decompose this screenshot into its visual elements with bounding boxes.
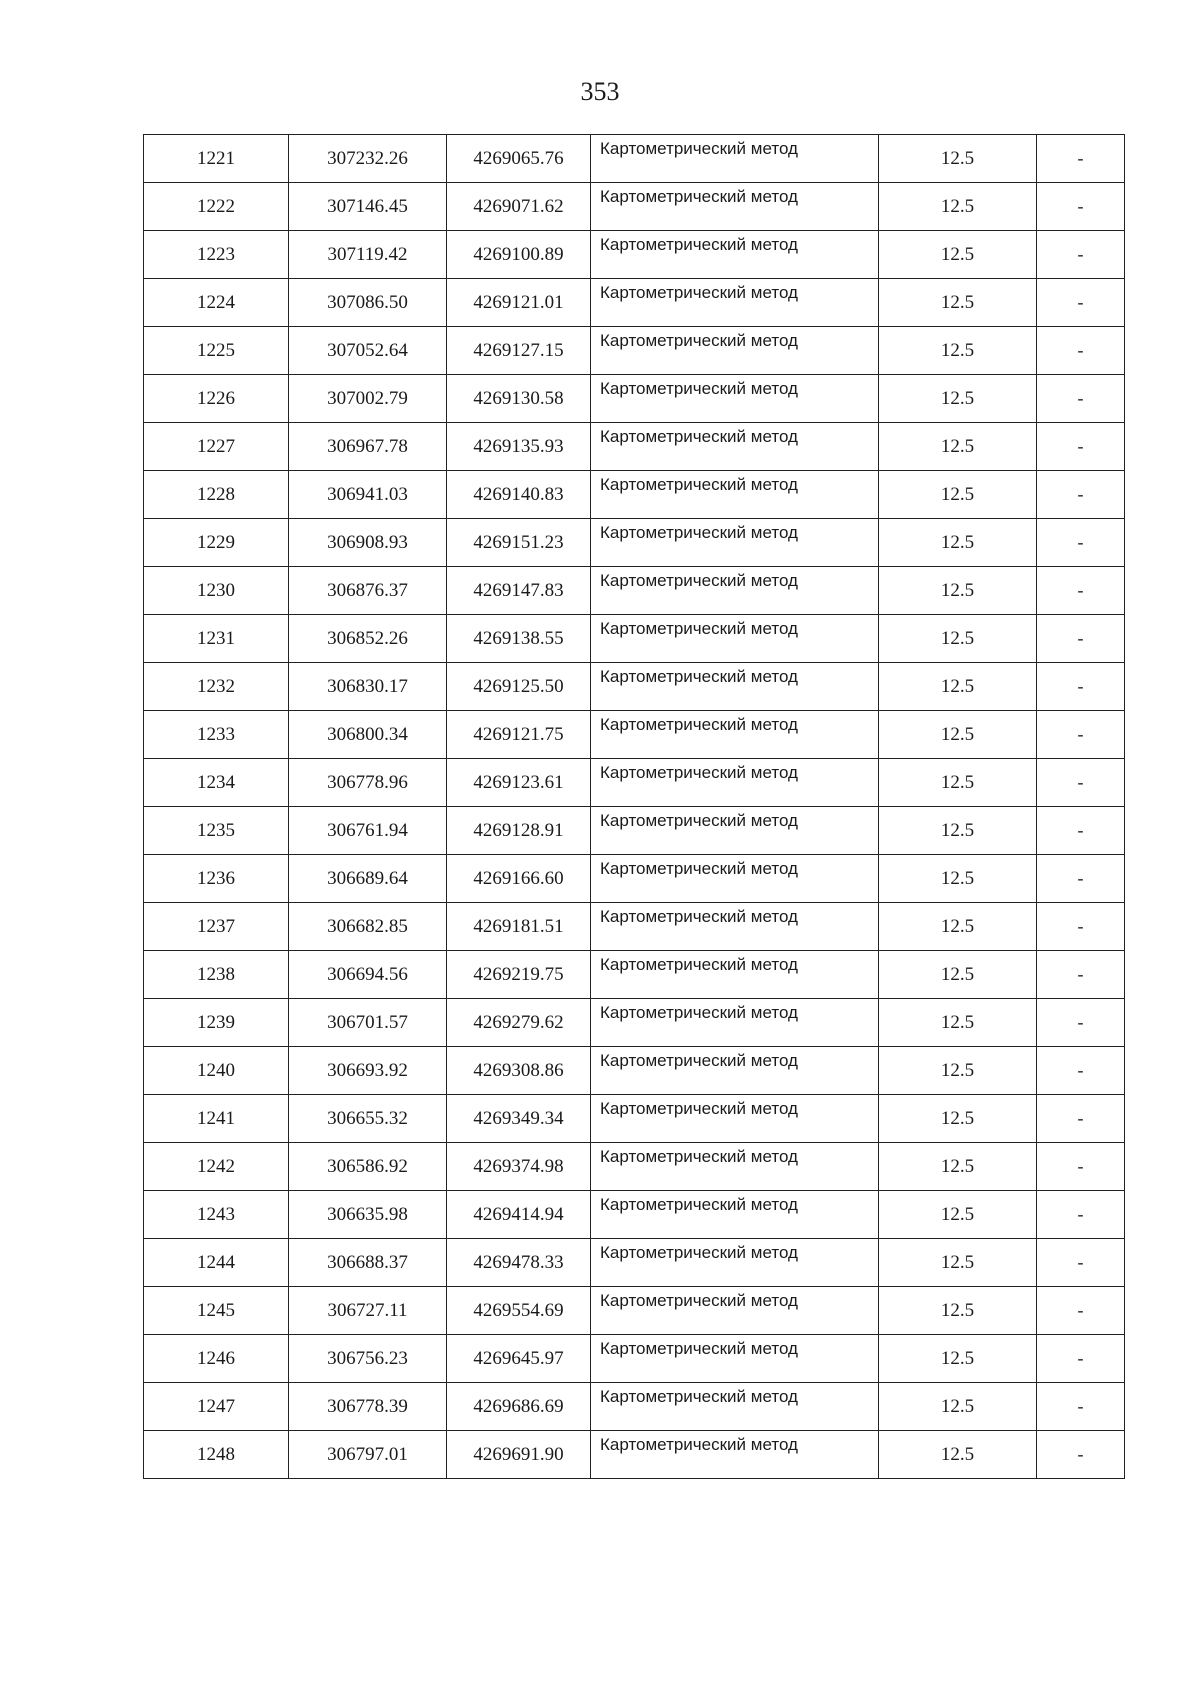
y-coordinate-cell: 4269100.89 (447, 231, 591, 279)
point-number-cell: 1231 (144, 615, 289, 663)
y-coordinate-cell: 4269147.83 (447, 567, 591, 615)
x-coordinate-cell: 306694.56 (289, 951, 447, 999)
point-number-cell: 1247 (144, 1383, 289, 1431)
table-row (144, 615, 1125, 663)
x-coordinate-cell: 306689.64 (289, 855, 447, 903)
point-number-cell: 1243 (144, 1191, 289, 1239)
method-cell: Картометрический метод (591, 1095, 879, 1143)
table-row (144, 135, 1125, 183)
coordinates-table (143, 134, 1125, 1479)
accuracy-cell: 12.5 (879, 519, 1037, 567)
accuracy-cell: 12.5 (879, 423, 1037, 471)
table-row (144, 1239, 1125, 1287)
x-coordinate-cell: 306941.03 (289, 471, 447, 519)
table-row (144, 1431, 1125, 1479)
method-cell: Картометрический метод (591, 1383, 879, 1431)
note-cell: - (1037, 1095, 1125, 1143)
accuracy-cell: 12.5 (879, 759, 1037, 807)
note-cell: - (1037, 1335, 1125, 1383)
accuracy-cell: 12.5 (879, 1383, 1037, 1431)
note-cell: - (1037, 1383, 1125, 1431)
point-number-cell: 1228 (144, 471, 289, 519)
method-cell: Картометрический метод (591, 375, 879, 423)
method-cell: Картометрический метод (591, 759, 879, 807)
note-cell: - (1037, 615, 1125, 663)
method-cell: Картометрический метод (591, 1239, 879, 1287)
x-coordinate-cell: 306967.78 (289, 423, 447, 471)
y-coordinate-cell: 4269121.01 (447, 279, 591, 327)
x-coordinate-cell: 307052.64 (289, 327, 447, 375)
y-coordinate-cell: 4269065.76 (447, 135, 591, 183)
accuracy-cell: 12.5 (879, 135, 1037, 183)
x-coordinate-cell: 306693.92 (289, 1047, 447, 1095)
y-coordinate-cell: 4269181.51 (447, 903, 591, 951)
table-row (144, 759, 1125, 807)
table-row (144, 951, 1125, 999)
accuracy-cell: 12.5 (879, 1431, 1037, 1479)
y-coordinate-cell: 4269686.69 (447, 1383, 591, 1431)
point-number-cell: 1225 (144, 327, 289, 375)
x-coordinate-cell: 306761.94 (289, 807, 447, 855)
table-row (144, 567, 1125, 615)
accuracy-cell: 12.5 (879, 1143, 1037, 1191)
accuracy-cell: 12.5 (879, 1287, 1037, 1335)
x-coordinate-cell: 306688.37 (289, 1239, 447, 1287)
method-cell: Картометрический метод (591, 519, 879, 567)
method-cell: Картометрический метод (591, 471, 879, 519)
point-number-cell: 1237 (144, 903, 289, 951)
y-coordinate-cell: 4269071.62 (447, 183, 591, 231)
method-cell: Картометрический метод (591, 855, 879, 903)
point-number-cell: 1233 (144, 711, 289, 759)
point-number-cell: 1242 (144, 1143, 289, 1191)
y-coordinate-cell: 4269123.61 (447, 759, 591, 807)
x-coordinate-cell: 306852.26 (289, 615, 447, 663)
method-cell: Картометрический метод (591, 951, 879, 999)
y-coordinate-cell: 4269478.33 (447, 1239, 591, 1287)
method-cell: Картометрический метод (591, 279, 879, 327)
method-cell: Картометрический метод (591, 1191, 879, 1239)
accuracy-cell: 12.5 (879, 183, 1037, 231)
method-cell: Картометрический метод (591, 231, 879, 279)
table-row (144, 711, 1125, 759)
x-coordinate-cell: 307086.50 (289, 279, 447, 327)
point-number-cell: 1221 (144, 135, 289, 183)
x-coordinate-cell: 306586.92 (289, 1143, 447, 1191)
point-number-cell: 1230 (144, 567, 289, 615)
accuracy-cell: 12.5 (879, 999, 1037, 1047)
accuracy-cell: 12.5 (879, 567, 1037, 615)
y-coordinate-cell: 4269140.83 (447, 471, 591, 519)
accuracy-cell: 12.5 (879, 615, 1037, 663)
point-number-cell: 1241 (144, 1095, 289, 1143)
method-cell: Картометрический метод (591, 1143, 879, 1191)
table-row (144, 999, 1125, 1047)
note-cell: - (1037, 999, 1125, 1047)
table-row (144, 279, 1125, 327)
point-number-cell: 1245 (144, 1287, 289, 1335)
method-cell: Картометрический метод (591, 999, 879, 1047)
table-row (144, 903, 1125, 951)
table-row (144, 663, 1125, 711)
accuracy-cell: 12.5 (879, 327, 1037, 375)
point-number-cell: 1227 (144, 423, 289, 471)
note-cell: - (1037, 423, 1125, 471)
x-coordinate-cell: 306797.01 (289, 1431, 447, 1479)
y-coordinate-cell: 4269127.15 (447, 327, 591, 375)
accuracy-cell: 12.5 (879, 711, 1037, 759)
table-row (144, 519, 1125, 567)
accuracy-cell: 12.5 (879, 279, 1037, 327)
y-coordinate-cell: 4269151.23 (447, 519, 591, 567)
x-coordinate-cell: 306635.98 (289, 1191, 447, 1239)
note-cell: - (1037, 135, 1125, 183)
table-row (144, 1047, 1125, 1095)
point-number-cell: 1226 (144, 375, 289, 423)
y-coordinate-cell: 4269135.93 (447, 423, 591, 471)
y-coordinate-cell: 4269414.94 (447, 1191, 591, 1239)
method-cell: Картометрический метод (591, 1047, 879, 1095)
method-cell: Картометрический метод (591, 1335, 879, 1383)
x-coordinate-cell: 306800.34 (289, 711, 447, 759)
point-number-cell: 1239 (144, 999, 289, 1047)
table-row (144, 183, 1125, 231)
x-coordinate-cell: 306727.11 (289, 1287, 447, 1335)
note-cell: - (1037, 807, 1125, 855)
point-number-cell: 1234 (144, 759, 289, 807)
accuracy-cell: 12.5 (879, 471, 1037, 519)
note-cell: - (1037, 1287, 1125, 1335)
note-cell: - (1037, 1191, 1125, 1239)
accuracy-cell: 12.5 (879, 855, 1037, 903)
y-coordinate-cell: 4269166.60 (447, 855, 591, 903)
accuracy-cell: 12.5 (879, 231, 1037, 279)
note-cell: - (1037, 855, 1125, 903)
table-row (144, 1383, 1125, 1431)
accuracy-cell: 12.5 (879, 663, 1037, 711)
method-cell: Картометрический метод (591, 663, 879, 711)
table-row (144, 1191, 1125, 1239)
table-body (144, 135, 1125, 1479)
x-coordinate-cell: 306830.17 (289, 663, 447, 711)
accuracy-cell: 12.5 (879, 951, 1037, 999)
x-coordinate-cell: 307002.79 (289, 375, 447, 423)
note-cell: - (1037, 663, 1125, 711)
x-coordinate-cell: 306655.32 (289, 1095, 447, 1143)
note-cell: - (1037, 1047, 1125, 1095)
method-cell: Картометрический метод (591, 423, 879, 471)
table-row (144, 471, 1125, 519)
point-number-cell: 1246 (144, 1335, 289, 1383)
x-coordinate-cell: 306876.37 (289, 567, 447, 615)
point-number-cell: 1236 (144, 855, 289, 903)
accuracy-cell: 12.5 (879, 903, 1037, 951)
accuracy-cell: 12.5 (879, 1095, 1037, 1143)
table-row (144, 1143, 1125, 1191)
note-cell: - (1037, 1143, 1125, 1191)
point-number-cell: 1238 (144, 951, 289, 999)
accuracy-cell: 12.5 (879, 1335, 1037, 1383)
x-coordinate-cell: 306701.57 (289, 999, 447, 1047)
point-number-cell: 1240 (144, 1047, 289, 1095)
point-number-cell: 1222 (144, 183, 289, 231)
note-cell: - (1037, 327, 1125, 375)
method-cell: Картометрический метод (591, 327, 879, 375)
note-cell: - (1037, 759, 1125, 807)
note-cell: - (1037, 279, 1125, 327)
table-row (144, 855, 1125, 903)
y-coordinate-cell: 4269279.62 (447, 999, 591, 1047)
accuracy-cell: 12.5 (879, 807, 1037, 855)
point-number-cell: 1248 (144, 1431, 289, 1479)
note-cell: - (1037, 567, 1125, 615)
accuracy-cell: 12.5 (879, 1239, 1037, 1287)
point-number-cell: 1224 (144, 279, 289, 327)
y-coordinate-cell: 4269308.86 (447, 1047, 591, 1095)
y-coordinate-cell: 4269374.98 (447, 1143, 591, 1191)
method-cell: Картометрический метод (591, 567, 879, 615)
y-coordinate-cell: 4269219.75 (447, 951, 591, 999)
y-coordinate-cell: 4269130.58 (447, 375, 591, 423)
note-cell: - (1037, 183, 1125, 231)
point-number-cell: 1223 (144, 231, 289, 279)
note-cell: - (1037, 375, 1125, 423)
method-cell: Картометрический метод (591, 1287, 879, 1335)
y-coordinate-cell: 4269691.90 (447, 1431, 591, 1479)
note-cell: - (1037, 951, 1125, 999)
method-cell: Картометрический метод (591, 711, 879, 759)
x-coordinate-cell: 306682.85 (289, 903, 447, 951)
note-cell: - (1037, 519, 1125, 567)
y-coordinate-cell: 4269121.75 (447, 711, 591, 759)
note-cell: - (1037, 711, 1125, 759)
note-cell: - (1037, 471, 1125, 519)
note-cell: - (1037, 231, 1125, 279)
point-number-cell: 1244 (144, 1239, 289, 1287)
note-cell: - (1037, 903, 1125, 951)
accuracy-cell: 12.5 (879, 1191, 1037, 1239)
x-coordinate-cell: 306778.39 (289, 1383, 447, 1431)
x-coordinate-cell: 307146.45 (289, 183, 447, 231)
method-cell: Картометрический метод (591, 1431, 879, 1479)
point-number-cell: 1232 (144, 663, 289, 711)
note-cell: - (1037, 1431, 1125, 1479)
table-row (144, 1335, 1125, 1383)
x-coordinate-cell: 306778.96 (289, 759, 447, 807)
note-cell: - (1037, 1239, 1125, 1287)
table-row (144, 807, 1125, 855)
table-row (144, 375, 1125, 423)
y-coordinate-cell: 4269554.69 (447, 1287, 591, 1335)
y-coordinate-cell: 4269125.50 (447, 663, 591, 711)
x-coordinate-cell: 306756.23 (289, 1335, 447, 1383)
x-coordinate-cell: 307232.26 (289, 135, 447, 183)
table-row (144, 423, 1125, 471)
method-cell: Картометрический метод (591, 903, 879, 951)
y-coordinate-cell: 4269349.34 (447, 1095, 591, 1143)
table-row (144, 327, 1125, 375)
point-number-cell: 1229 (144, 519, 289, 567)
table-row (144, 231, 1125, 279)
accuracy-cell: 12.5 (879, 1047, 1037, 1095)
method-cell: Картометрический метод (591, 183, 879, 231)
method-cell: Картометрический метод (591, 135, 879, 183)
table-row (144, 1287, 1125, 1335)
x-coordinate-cell: 306908.93 (289, 519, 447, 567)
accuracy-cell: 12.5 (879, 375, 1037, 423)
y-coordinate-cell: 4269645.97 (447, 1335, 591, 1383)
x-coordinate-cell: 307119.42 (289, 231, 447, 279)
point-number-cell: 1235 (144, 807, 289, 855)
y-coordinate-cell: 4269128.91 (447, 807, 591, 855)
table-row (144, 1095, 1125, 1143)
y-coordinate-cell: 4269138.55 (447, 615, 591, 663)
method-cell: Картометрический метод (591, 615, 879, 663)
page-number: 353 (580, 77, 620, 106)
method-cell: Картометрический метод (591, 807, 879, 855)
